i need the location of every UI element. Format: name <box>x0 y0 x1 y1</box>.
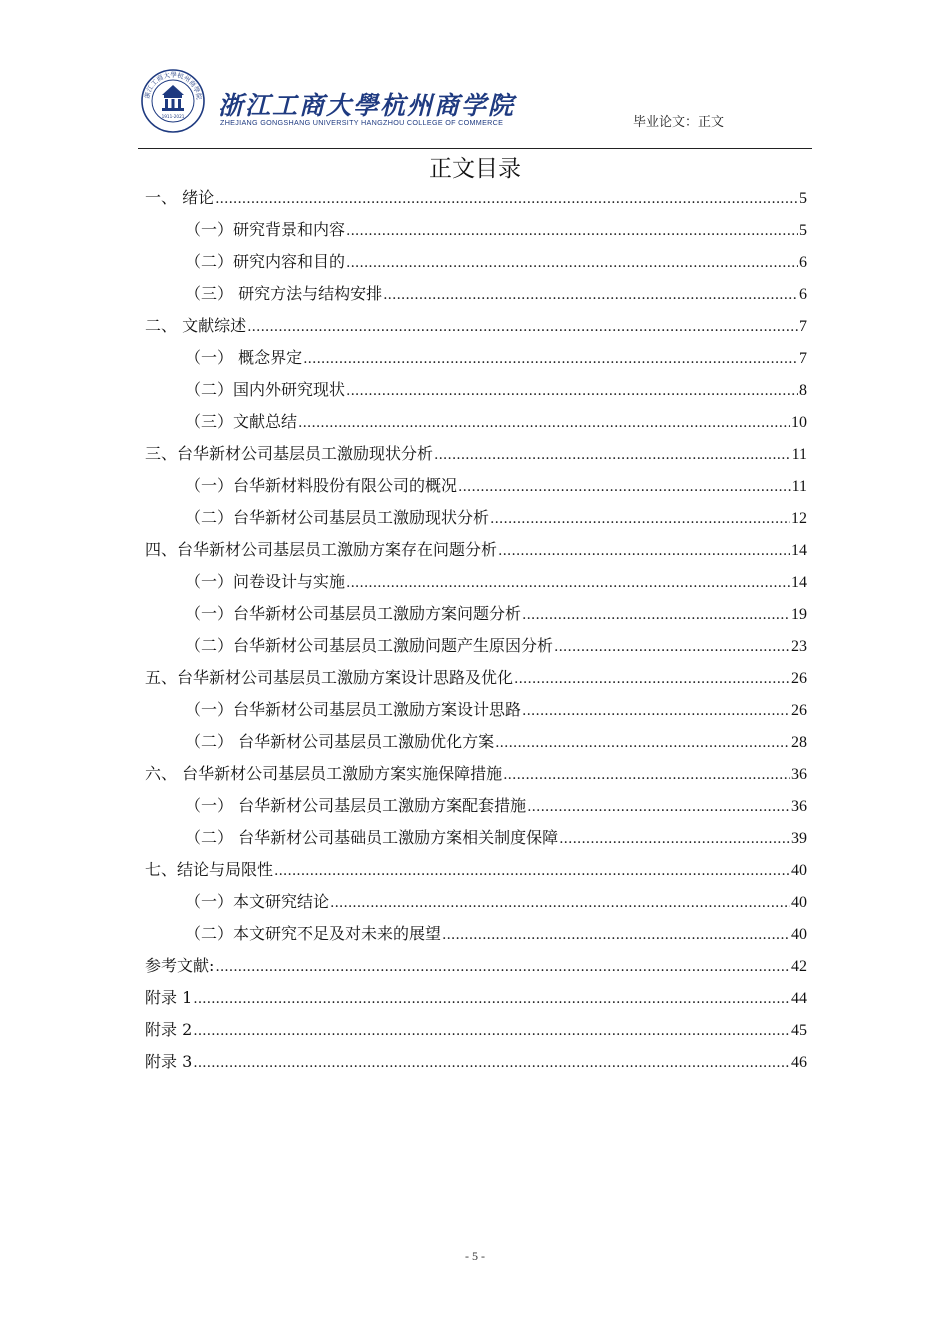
toc-entry-page: 36 <box>791 798 807 815</box>
toc-entry-page: 39 <box>791 830 807 847</box>
toc-entry-label: （一）台华新材公司基层员工激励方案问题分析 <box>185 604 522 623</box>
toc-leader-dots <box>215 183 798 215</box>
toc-leader-dots <box>522 599 790 631</box>
toc-leader-dots <box>514 663 790 695</box>
toc-entry[interactable] <box>145 886 807 918</box>
toc-leader-dots <box>498 535 790 567</box>
toc-entry-label: （二）研究内容和目的 <box>185 252 346 271</box>
toc-entry-page: 26 <box>791 670 807 687</box>
toc-entry[interactable] <box>145 950 807 982</box>
toc-entry-label: （一）台华新材料股份有限公司的概况 <box>185 476 458 495</box>
university-logo-english: ZHEJIANG GONGSHANG UNIVERSITY HANGZHOU COLLEGE OF COMMERCE <box>220 118 504 127</box>
toc-leader-dots <box>346 375 798 407</box>
page-number: - 5 - <box>465 1249 485 1263</box>
table-of-contents <box>145 182 807 1078</box>
toc-entry-label: 二、 文献综述 <box>145 316 247 335</box>
toc-entry-page: 40 <box>791 894 807 911</box>
toc-entry-page: 14 <box>791 574 807 591</box>
toc-entry[interactable] <box>145 982 807 1014</box>
toc-entry-page: 28 <box>791 734 807 751</box>
toc-leader-dots <box>527 791 790 823</box>
toc-entry[interactable] <box>145 374 807 406</box>
toc-entry-label: （一）台华新材公司基层员工激励方案设计思路 <box>185 700 522 719</box>
toc-entry[interactable] <box>145 1046 807 1078</box>
toc-entry-page: 42 <box>791 958 807 975</box>
toc-entry[interactable] <box>145 918 807 950</box>
toc-entry[interactable] <box>145 342 807 374</box>
toc-entry-page: 40 <box>791 862 807 879</box>
toc-entry-label: 五、台华新材公司基层员工激励方案设计思路及优化 <box>145 668 514 687</box>
toc-entry-page: 5 <box>799 190 807 207</box>
svg-text:1911-2021: 1911-2021 <box>161 114 185 119</box>
toc-entry[interactable] <box>145 566 807 598</box>
university-logo-text: 浙江工商大學杭州商学院 <box>218 91 516 120</box>
toc-leader-dots <box>490 503 790 535</box>
toc-entry[interactable] <box>145 854 807 886</box>
toc-leader-dots <box>346 567 790 599</box>
toc-entry-page: 26 <box>791 702 807 719</box>
toc-entry-page: 45 <box>791 1022 807 1039</box>
toc-entry-page: 12 <box>791 510 807 527</box>
toc-leader-dots <box>215 951 790 983</box>
toc-entry[interactable] <box>145 662 807 694</box>
university-seal-icon <box>140 68 206 134</box>
toc-leader-dots <box>346 247 798 279</box>
toc-entry[interactable] <box>145 598 807 630</box>
toc-entry-label: （二）台华新材公司基层员工激励现状分析 <box>185 508 490 527</box>
toc-entry[interactable] <box>145 726 807 758</box>
toc-entry[interactable] <box>145 694 807 726</box>
toc-entry[interactable] <box>145 758 807 790</box>
toc-entry-label: （一）问卷设计与实施 <box>185 572 346 591</box>
toc-leader-dots <box>193 1047 790 1079</box>
toc-entry-label: 六、 台华新材公司基层员工激励方案实施保障措施 <box>145 764 503 783</box>
toc-entry-page: 5 <box>799 222 807 239</box>
toc-entry-label: 七、结论与局限性 <box>145 860 274 879</box>
toc-entry-page: 19 <box>791 606 807 623</box>
toc-entry-page: 46 <box>791 1054 807 1071</box>
toc-entry[interactable] <box>145 278 807 310</box>
toc-entry-label: （二）本文研究不足及对未来的展望 <box>185 924 442 943</box>
toc-entry-label: （一）本文研究结论 <box>185 892 330 911</box>
toc-entry-label: （一）研究背景和内容 <box>185 220 346 239</box>
toc-leader-dots <box>303 343 798 375</box>
toc-entry-page: 36 <box>791 766 807 783</box>
toc-entry-page: 8 <box>799 382 807 399</box>
toc-leader-dots <box>383 279 798 311</box>
toc-leader-dots <box>274 855 790 887</box>
toc-entry-label: 附录 3 <box>145 1052 193 1071</box>
toc-entry-label: 附录 1 <box>145 988 193 1007</box>
toc-leader-dots <box>247 311 798 343</box>
toc-leader-dots <box>458 471 791 503</box>
svg-text:浙江工商大學杭州商學院: 浙江工商大學杭州商學院 <box>143 70 204 101</box>
page-title: 正文目录 <box>429 156 521 182</box>
header-rule <box>138 148 812 149</box>
toc-leader-dots <box>298 407 790 439</box>
page-header <box>138 66 812 148</box>
toc-entry[interactable] <box>145 502 807 534</box>
toc-leader-dots <box>330 887 790 919</box>
toc-entry-page: 11 <box>791 446 807 463</box>
toc-entry-label: 三、台华新材公司基层员工激励现状分析 <box>145 444 434 463</box>
toc-entry-page: 40 <box>791 926 807 943</box>
toc-entry[interactable] <box>145 630 807 662</box>
toc-entry[interactable] <box>145 214 807 246</box>
toc-entry-label: （二） 台华新材公司基础员工激励方案相关制度保障 <box>185 828 559 847</box>
toc-leader-dots <box>193 1015 790 1047</box>
toc-leader-dots <box>559 823 790 855</box>
toc-entry[interactable] <box>145 246 807 278</box>
toc-entry-page: 14 <box>791 542 807 559</box>
toc-entry-page: 23 <box>791 638 807 655</box>
toc-entry-label: 四、台华新材公司基层员工激励方案存在问题分析 <box>145 540 498 559</box>
toc-leader-dots <box>495 727 790 759</box>
toc-entry-page: 6 <box>799 254 807 271</box>
toc-entry[interactable] <box>145 1014 807 1046</box>
toc-leader-dots <box>554 631 790 663</box>
toc-entry[interactable] <box>145 790 807 822</box>
toc-leader-dots <box>346 215 798 247</box>
toc-entry[interactable] <box>145 470 807 502</box>
toc-leader-dots <box>442 919 790 951</box>
toc-entry-label: （三） 研究方法与结构安排 <box>185 284 383 303</box>
toc-entry-page: 11 <box>791 478 807 495</box>
toc-entry[interactable] <box>145 438 807 470</box>
toc-leader-dots <box>434 439 791 471</box>
toc-entry-label: 一、 绪论 <box>145 188 215 207</box>
toc-entry[interactable] <box>145 182 807 214</box>
toc-entry-label: （二）国内外研究现状 <box>185 380 346 399</box>
toc-leader-dots <box>503 759 790 791</box>
toc-entry-label: （二） 台华新材公司基层员工激励优化方案 <box>185 732 495 751</box>
toc-leader-dots <box>193 983 790 1015</box>
toc-entry-page: 7 <box>799 350 807 367</box>
header-label: 毕业论文：正文 <box>632 115 724 130</box>
toc-entry-page: 44 <box>791 990 807 1007</box>
toc-entry-label: （二）台华新材公司基层员工激励问题产生原因分析 <box>185 636 554 655</box>
toc-entry-label: 附录 2 <box>145 1020 193 1039</box>
toc-entry-label: 参考文献: <box>145 956 215 975</box>
toc-leader-dots <box>522 695 790 727</box>
toc-entry-label: （三）文献总结 <box>185 412 298 431</box>
toc-entry-page: 7 <box>799 318 807 335</box>
toc-entry-label: （一） 概念界定 <box>185 348 303 367</box>
toc-entry[interactable] <box>145 406 807 438</box>
toc-entry[interactable] <box>145 310 807 342</box>
toc-entry-page: 10 <box>791 414 807 431</box>
toc-entry-label: （一） 台华新材公司基层员工激励方案配套措施 <box>185 796 527 815</box>
toc-entry[interactable] <box>145 534 807 566</box>
toc-entry-page: 6 <box>799 286 807 303</box>
toc-entry[interactable] <box>145 822 807 854</box>
